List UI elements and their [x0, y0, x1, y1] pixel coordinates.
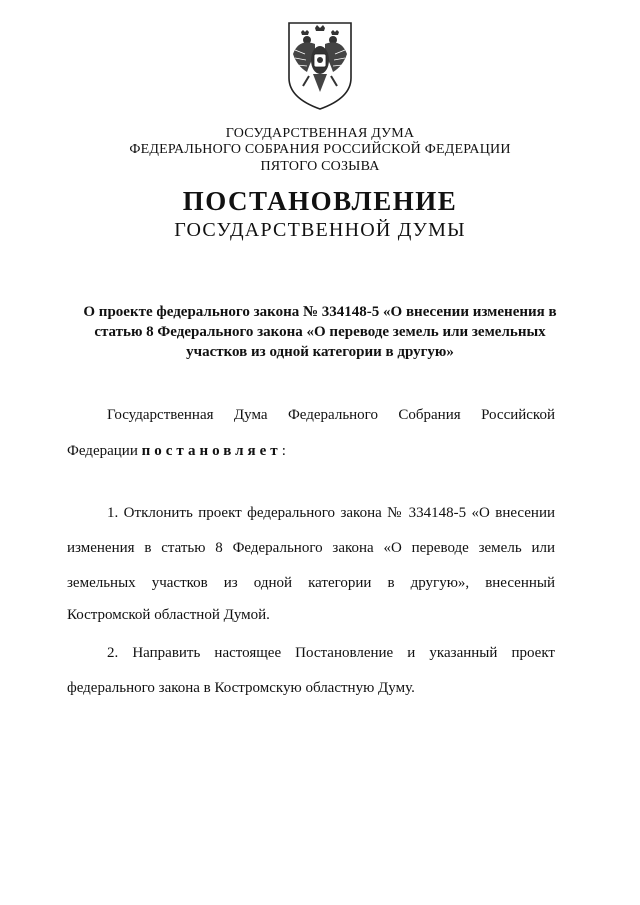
item-line: 1. Отклонить проект федерального закона № 334148-5 «О внесении [107, 505, 555, 521]
item-line: изменения в статью 8 Федерального закона «О переводе земель или [67, 540, 555, 556]
preamble-line: Государственная Дума Федерального Собрания Российской [107, 407, 555, 423]
item-line: земельных участков из одной категории в другую», внесенный [67, 575, 555, 591]
preamble-text: Федерации [67, 443, 142, 459]
subject-line: О проекте федерального закона № 334148-5 «О внесении изменения в [83, 304, 557, 320]
document-issuer-heading: ГОСУДАРСТВЕННОЙ ДУМЫ [174, 219, 466, 241]
organization-subtitle: ФЕДЕРАЛЬНОГО СОБРАНИЯ РОССИЙСКОЙ ФЕДЕРАЦИИ [129, 142, 511, 157]
convocation-label: ПЯТОГО СОЗЫВА [260, 159, 380, 174]
item-line: Костромской областной Думой. [67, 607, 270, 623]
russian-coat-of-arms-icon [285, 20, 355, 112]
item-line: федерального закона в Костромскую областную Думу. [67, 680, 415, 696]
organization-title: ГОСУДАРСТВЕННАЯ ДУМА [225, 126, 415, 141]
preamble-colon: : [281, 443, 286, 459]
item-line: 2. Направить настоящее Постановление и указанный проект [107, 645, 555, 661]
document-subject [60, 302, 580, 362]
preamble-line [67, 441, 286, 461]
document-type-heading: ПОСТАНОВЛЕНИЕ [182, 186, 458, 216]
resolution-verb: постановляет [141, 443, 282, 459]
subject-line: участков из одной категории в другую» [186, 344, 454, 360]
subject-line: статью 8 Федерального закона «О переводе земель или земельных [94, 324, 546, 340]
